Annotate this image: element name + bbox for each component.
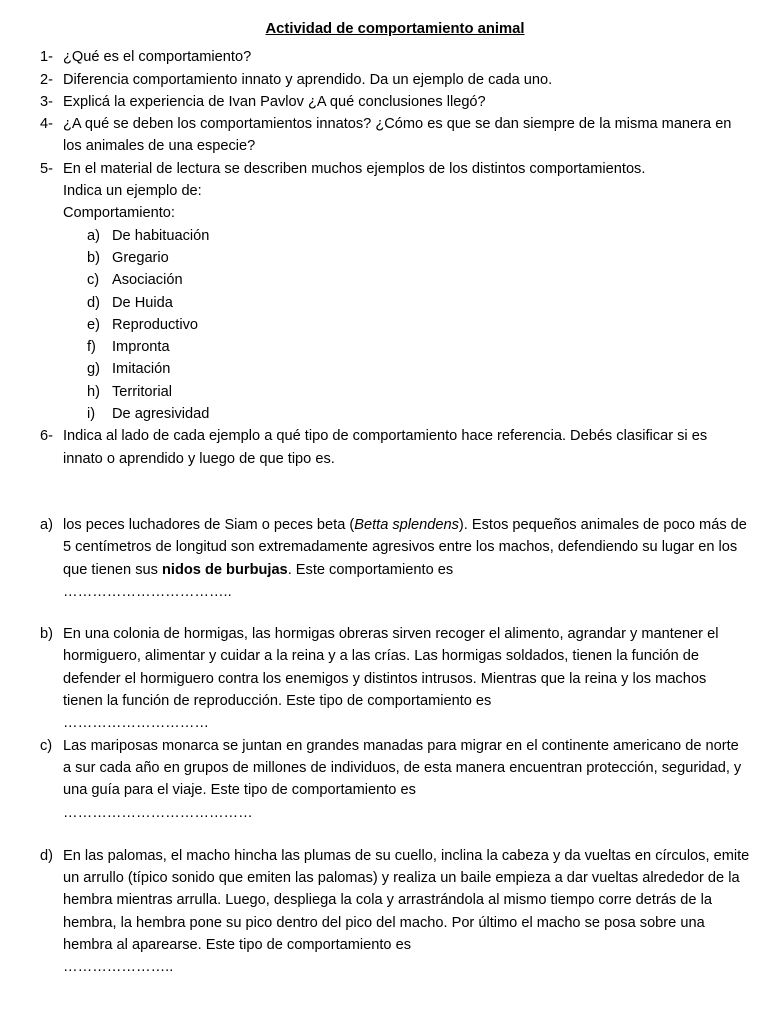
highlight-text: nidos de burbujas [162,561,288,578]
question-text: ¿A qué se deben los comportamientos innatos? ¿Cómo es que se dan siempre de la misma manera en los animales de una especie? [63,116,732,155]
list-label: De habituación [112,227,210,244]
list-item [87,314,750,336]
list-letter: h) [87,383,100,400]
list-item [87,403,750,425]
list-label: De Huida [112,294,173,311]
page-title: Actividad de comportamiento animal [265,21,525,37]
question-number: 5- [40,160,53,177]
list-item [87,292,750,314]
list-item [87,269,750,291]
list-label: Asociación [112,272,183,289]
question-subtext: Comportamiento: [63,205,175,222]
question-text: Explicá la experiencia de Ivan Pavlov ¿A qué conclusiones llegó? [63,93,486,110]
behavior-list [87,225,750,426]
example-b [40,623,750,734]
question-body [63,158,750,426]
list-item [87,358,750,380]
example-a [40,514,750,603]
example-letter: c) [40,737,53,754]
list-item [87,336,750,358]
list-label: Impronta [112,339,170,356]
question-4 [40,113,750,158]
example-text-part: Las mariposas monarca se juntan en grandes manadas para migrar en el continente americano de norte a sur cada año en grupos de millones de individuos, de esta manera encuentran protección, seguridad, y una guía para el viaje. Este tipo de comportamiento es [63,737,742,799]
question-text: Indica al lado de cada ejemplo a qué tipo de comportamiento hace referencia. Debés clasificar si es innato o aprendido y luego de que tipo es. [63,428,708,467]
example-c [40,735,750,824]
question-number: 3- [40,93,53,110]
list-letter: c) [87,272,100,289]
answer-blank[interactable]: ………………………………… [63,804,253,821]
list-label: Imitación [112,361,171,378]
list-letter: d) [87,294,100,311]
example-text-part: En las palomas, el macho hincha las plumas de su cuello, inclina la cabeza y da vueltas en círculos, emite un arrullo (típico sonido que emiten las palomas) y realiza un baile empieza a dar vueltas alrededor de la hembra mientras arrulla. Luego, despliega la cola y arrastrándola al mismo tiempo corre detrás de la hembra, la hembra pone su pico dentro del pico del macho. Por último el macho se posa sobre una hembra al aparearse. Este tipo de comportamiento es [63,847,750,953]
example-letter: b) [40,626,53,643]
list-label: Territorial [112,383,173,400]
example-letter: a) [40,516,53,533]
question-text: En el material de lectura se describen muchos ejemplos de los distintos comportamientos. [63,160,646,177]
list-letter: g) [87,361,100,378]
question-number: 2- [40,71,53,88]
answer-blank[interactable]: ………………………… [63,715,209,732]
question-1 [40,46,750,68]
list-item [87,247,750,269]
answer-blank[interactable]: ………………….. [63,959,174,976]
example-text [63,514,750,603]
question-number: 1- [40,49,53,66]
question-text: Diferencia comportamiento innato y aprendido. Da un ejemplo de cada uno. [63,71,553,88]
list-letter: e) [87,316,100,333]
question-number: 4- [40,116,53,133]
example-text-part: . Este comportamiento es [287,561,454,578]
example-text [63,735,750,824]
question-3 [40,91,750,113]
list-item [87,225,750,247]
example-letter: d) [40,847,53,864]
list-letter: f) [87,339,96,356]
list-label: Reproductivo [112,316,198,333]
list-label: De agresividad [112,406,210,423]
list-item [87,381,750,403]
question-2 [40,69,750,91]
list-label: Gregario [112,249,169,266]
list-letter: a) [87,227,100,244]
list-letter: i) [87,406,96,423]
question-6 [40,425,750,470]
question-subtext: Indica un ejemplo de: [63,183,202,200]
example-text [63,623,750,734]
example-text-part: ). Estos pequeños animales de poco más de 5 centímetros de longitud son extremadamente agresivos entre los machos, defendiendo su lugar en los que tienen sus [63,516,747,578]
example-text-part: En una colonia de hormigas, las hormigas obreras sirven recoger el alimento, agrandar y mantener el hormiguero, alimentar y cuidar a la reina y a las crías. Las hormigas soldados, tienen la función de defender el hormiguero contra los enemigos y distintos intrusos. Mientras que la reina y los machos tienen la función de reproducción. Este tipo de comportamiento es [63,626,719,710]
example-text [63,845,750,979]
species-name: Betta splendens [354,516,459,533]
answer-blank[interactable]: …………………………….. [63,583,232,600]
question-text: ¿Qué es el comportamiento? [63,49,252,66]
list-letter: b) [87,249,100,266]
example-d [40,845,750,979]
example-text-part: los peces luchadores de Siam o peces beta ( [63,516,355,533]
question-number: 6- [40,428,53,445]
question-5 [40,158,750,426]
